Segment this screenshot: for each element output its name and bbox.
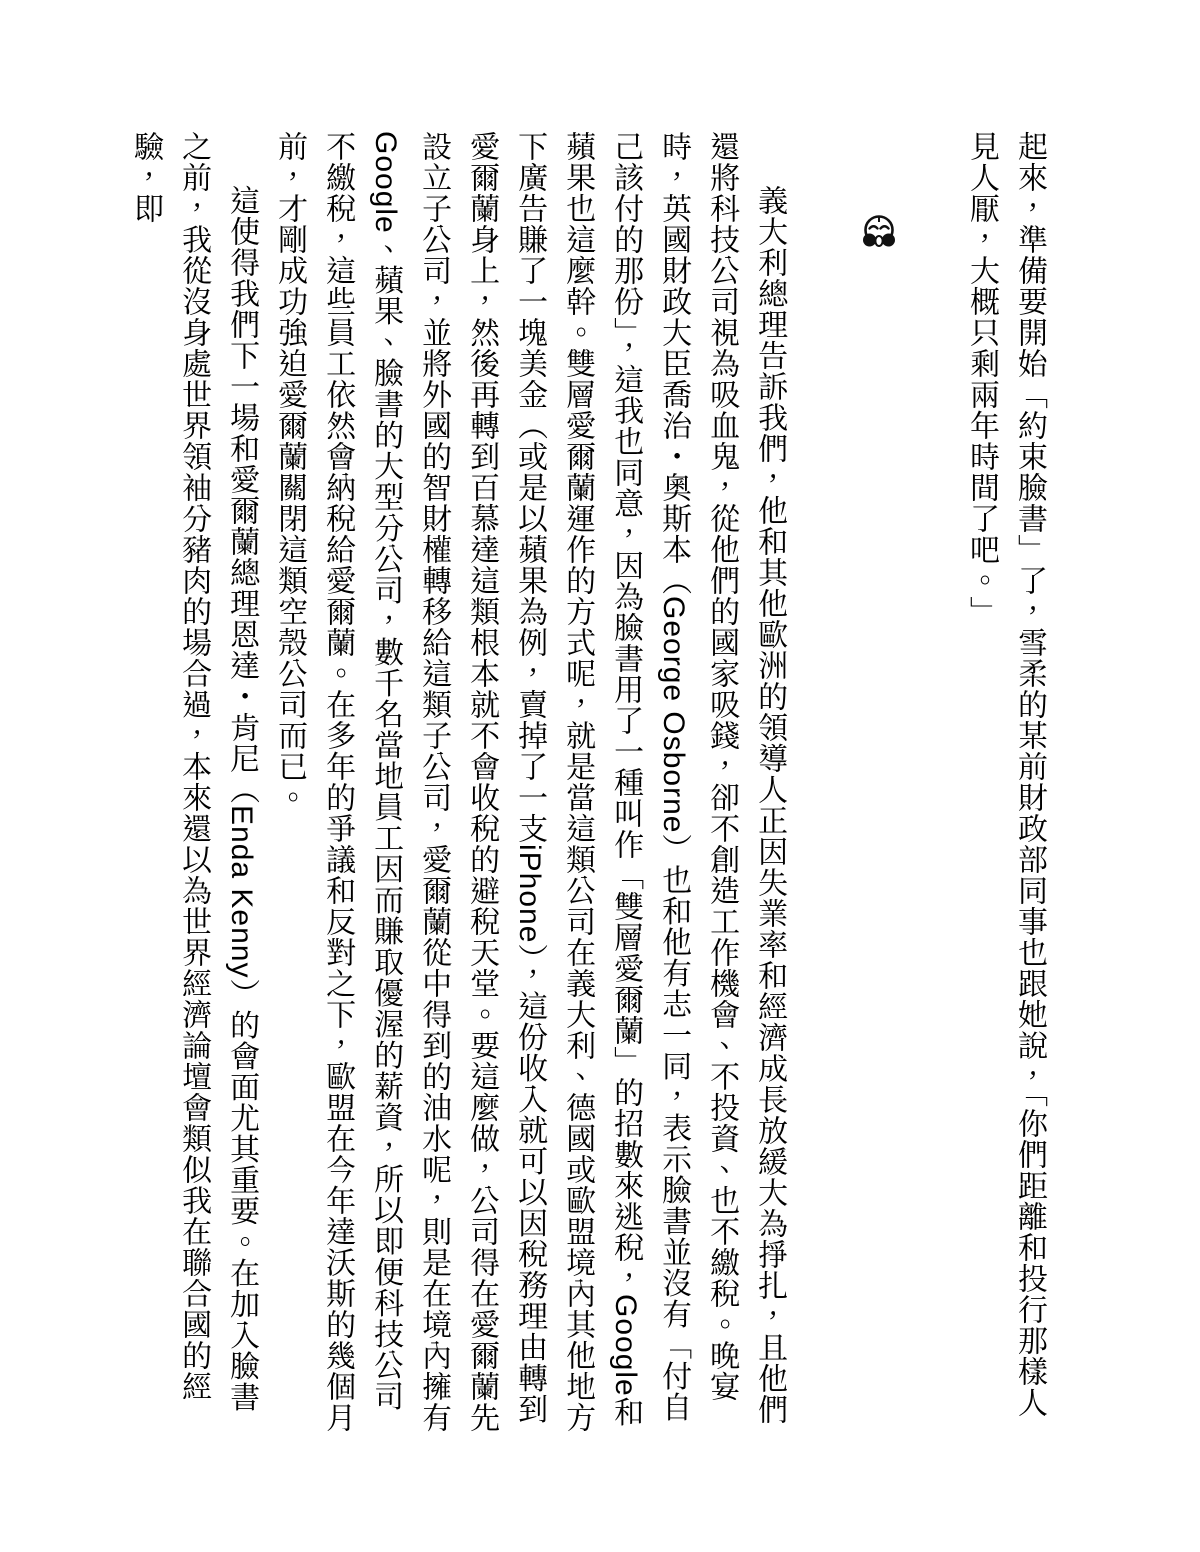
section-divider: [853, 131, 897, 1441]
vertical-text-block: [121, 131, 1053, 1441]
paragraph-continuation: 起來，準備要開始「約束臉書」了，雪柔的某前財政部同事也跟她說，「你們距離和投行那樣人見人厭，大概只剩兩年時間了吧。」: [965, 131, 1046, 1418]
paragraph-kenny-meeting: 這使得我們下一場和愛爾蘭總理恩達・肯尼（Enda Kenny）的會面尤其重要。在加入臉書之前，我從沒身處世界領袖分豬肉的場合過，本來還以為世界經濟論壇會類似我在聯合國的經驗，即: [129, 131, 259, 1413]
paragraph-tax-avoidance: 義大利總理告訴我們，他和其他歐洲的領導人正因失業率和經濟成長放緩大為掙扎，且他們還將科技公司視為吸血鬼，從他們的國家吸錢，卻不創造工作機會、不投資、也不繳稅。晚宴時，英國財政大臣喬治・奧斯本（George Osborne）也和他有志一同，表示臉書並沒有「付自己該付的那份」，這我也同意，因為臉書用了一種叫作「雙層愛爾蘭」的招數來逃稅，Google和蘋果也這麼幹。雙層愛爾蘭運作的方式呢，就是當這類公司在義大利、德國或歐盟境內其他地方下廣告賺了一塊美金（或是以蘋果為例，賣掉了一支iPhone），這份收入就可以因稅務理由轉到愛爾蘭身上，然後再轉到百慕達這類根本就不會收稅的避稅天堂。要這麼做，公司得在愛爾蘭先設立子公司，並將外國的智財權轉移給這類子公司，愛爾蘭從中得到的油水呢，則是在境內擁有Google、蘋果、臉書的大型分公司，數千名當地員工因而賺取優渥的薪資，所以即便科技公司不繳稅，這些員工依然會納稅給愛爾蘭。在多年的爭議和反對之下，歐盟在今年達沃斯的幾個月前，才剛成功強迫愛爾蘭關閉這類空殼公司而已。: [273, 131, 787, 1433]
distressed-face-ornament-icon: [855, 213, 888, 251]
